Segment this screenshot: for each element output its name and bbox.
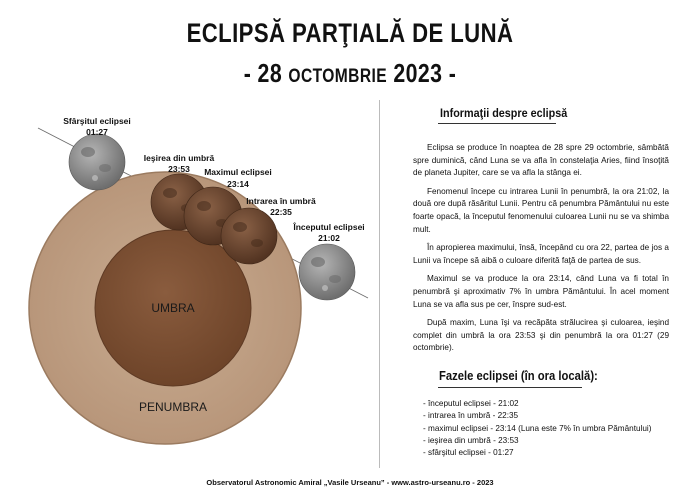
time-start-eclipse: 21:02: [318, 233, 340, 243]
date-month: OCTOMBRIE: [288, 66, 388, 87]
time-enter-umbra: 22:35: [270, 207, 292, 217]
info-heading-underline: [438, 123, 556, 124]
info-body: [413, 142, 669, 361]
list-item: - sfârşitul eclipsei - 01:27: [423, 448, 514, 458]
info-paragraph: Fenomenul începe cu intrarea Lunii în penumbră, la ora 21:02, la două ore după răsăritul Lunii. Pentru că penumbra Pământului nu este foarte opacă, la începutul fenomenului culoarea Lunii nu se va shimba mult.: [413, 186, 669, 234]
page-title: ECLIPSĂ PARŢIALĂ DE LUNĂ: [186, 18, 514, 48]
time-maximum: 23:14: [227, 179, 249, 189]
label-start-eclipse: Începutul eclipsei: [293, 222, 365, 232]
moon-end-eclipse: [69, 134, 125, 190]
umbra-label: UMBRA: [151, 301, 195, 315]
date-suffix: 2023 -: [387, 58, 457, 88]
info-paragraph: După maxim, Luna îşi va recăpăta strălucirea şi culoarea, ieşind complet din umbră la ora 23:53 şi din penumbră la ora 01:27 (29 octombrie).: [413, 318, 669, 353]
moon-start-eclipse: [299, 244, 355, 300]
label-maximum: Maximul eclipsei: [204, 167, 272, 177]
label-enter-umbra: Intrarea în umbră: [246, 196, 316, 206]
time-exit-umbra: 23:53: [168, 164, 190, 174]
footer-credit: Observatorul Astronomic Amiral „Vasile Urseanu” - www.astro-urseanu.ro - 2023: [206, 478, 494, 487]
label-end-eclipse: Sfârşitul eclipsei: [63, 116, 131, 126]
list-item: - ieşirea din umbră - 23:53: [423, 435, 519, 445]
time-end-eclipse: 01:27: [86, 127, 108, 137]
date-prefix: - 28: [243, 58, 289, 88]
list-item: - intrarea în umbră - 22:35: [423, 411, 519, 421]
moon-enter-umbra: [221, 208, 277, 264]
info-paragraph: Maximul se va produce la ora 23:14, când Luna va fi total în penumbră şi aproximativ 7% în umbra Pământului. În acel moment Luna se va afla sus pe cer, înspre sud-est.: [413, 274, 669, 309]
penumbra-label: PENUMBRA: [138, 400, 208, 414]
info-heading: Informaţii despre eclipsă: [440, 106, 568, 120]
phases-list: [423, 398, 651, 459]
list-item: - maximul eclipsei - 23:14 (Luna este 7% în umbra Pământului): [423, 423, 652, 433]
info-paragraph: În apropierea maximului, însă, începând cu ora 22, partea de jos a Lunii va începe să aibă o culoare diferită faţă de partea de sus.: [413, 243, 669, 265]
phases-heading: Fazele eclipsei (în ora locală):: [439, 369, 598, 383]
phases-heading-underline: [438, 387, 582, 388]
label-exit-umbra: Ieşirea din umbră: [143, 153, 215, 163]
info-paragraph: Eclipsa se produce în noaptea de 28 spre 29 octombrie, sâmbătă spre duminică, când Luna se va afla în constelaţia Aries, fiind însoţită de planeta Jupiter, care se va afla la stânga ei.: [413, 143, 669, 178]
list-item: - începutul eclipsei - 21:02: [423, 399, 519, 408]
column-divider: [379, 100, 380, 468]
